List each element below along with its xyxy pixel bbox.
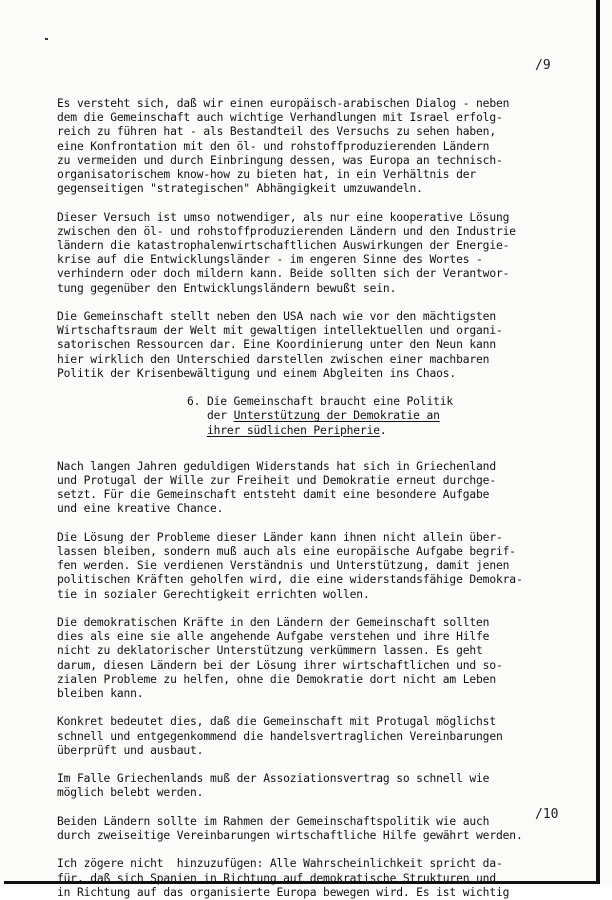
section-heading (57, 395, 577, 438)
paragraph-spain: Ich zögere nicht hinzuzufügen: Alle Wahrscheinlichkeit spricht da- für, daß sich Spanien in Richtung auf demokratische Strukturen und in Richtung auf das organisierte Europa bewegen wird. Es ist wichtig (57, 857, 510, 899)
paragraph-european-task: Die Lösung der Probleme dieser Länder kann ihnen nicht allein über- lassen bleiben, sondern muß auch als eine europäische Aufgabe begrif- fen werden. Sie verdienen Verständnis und Unterstützung, damit jenen politischen Kräften geholfen wird, die eine widerstandsfähige Demokra- tie in sozialer Gerechtigkeit errichten wollen. (57, 530, 523, 601)
paragraph-arab-dialogue: Es versteht sich, daß wir einen europäisch-arabischen Dialog - neben dem die Gemeinschaft auch wichtige Verhandlungen mit Israel erfolg- reich zu führen hat - als Bestandteil des Versuchs zu sehen haben, eine Konfrontation mit den öl- und rohstoffproduzierenden Ländern zu vermeiden und durch Einbringung dessen, was Europa an technisch- organisatorischem know-how zu bieten hat, in ein Verhältnis der gegenseitigen "strategischen" Abhängigkeit umzuwandeln. (57, 97, 510, 196)
next-page-number: /10 (535, 807, 559, 822)
section-heading-line3-suffix: . (379, 423, 387, 437)
document-body (57, 97, 577, 900)
section-heading-line3-underlined: ihrer südlichen Peripherie (206, 423, 380, 437)
scan-speck (45, 38, 48, 40)
page-number: /9 (535, 58, 551, 73)
paragraph-economic-aid: Beiden Ländern sollte im Rahmen der Gemeinschaftspolitik wie auch durch zweiseitige Vereinbarungen wirtschaftliche Hilfe gewährt werden. (57, 814, 523, 843)
section-heading-line1: 6. Die Gemeinschaft braucht eine Politik (187, 395, 454, 409)
paragraph-greece-portugal: Nach langen Jahren geduldigen Widerstands hat sich in Griechenland und Protugal der Wille zur Freiheit und Demokratie erneut durchge- setzt. Für die Gemeinschaft entsteht damit eine besondere Aufgabe und eine kreative Chance. (57, 459, 496, 516)
section-heading-line2-underlined: Unterstützung der Demokratie an (233, 409, 440, 423)
section-heading-line2-prefix: der (187, 409, 234, 423)
paragraph-economic-area: Die Gemeinschaft stellt neben den USA nach wie vor den mächtigsten Wirtschaftsraum der Welt mit gewaltigen intellektuellen und organi- satorischen Ressourcen dar. Eine Koordinierung unter den Neun kann hier wirklich den Unterschied darstellen zwischen einer machbaren Politik der Krisenbewältigung und einem Abgleiten ins Chaos. (57, 310, 503, 380)
paragraph-portugal-agreements: Konkret bedeutet dies, daß die Gemeinschaft mit Protugal möglichst schnell und entgegenkommend die handelsvertraglichen Vereinbarungen überprüft und ausbaut. (57, 715, 503, 757)
paragraph-greece-association: Im Falle Griechenlands muß der Assoziationsvertrag so schnell wie möglich belebt werden. (57, 772, 490, 800)
paragraph-cooperative-solution: Dieser Versuch ist umso notwendiger, als nur eine kooperative Lösung zwischen den öl- und rohstoffproduzierenden Ländern und den Industrie ländern die katastrophalenwirtschaftlichen Auswirkungen der Energie- krise auf die Entwicklungsländer - im engeren Sinne des Wortes - verhindern oder doch mildern kann. Beide sollten sich der Verantwor- tung gegenüber den Entwicklungsländern bewußt sein. (57, 210, 516, 295)
paragraph-democratic-forces: Die demokratischen Kräfte in den Ländern der Gemeinschaft sollten dies als eine sie alle angehende Aufgabe verstehen und ihre Hilfe nicht zu deklatorischer Unterstützung verkümmern lassen. Es geht darum, diesen Ländern bei der Lösung ihrer wirtschaftlichen und so- zialen Probleme zu helfen, ohne die Demokratie dort nicht am Leben bleiben kann. (57, 616, 503, 701)
section-heading-line3-prefix (187, 424, 207, 437)
